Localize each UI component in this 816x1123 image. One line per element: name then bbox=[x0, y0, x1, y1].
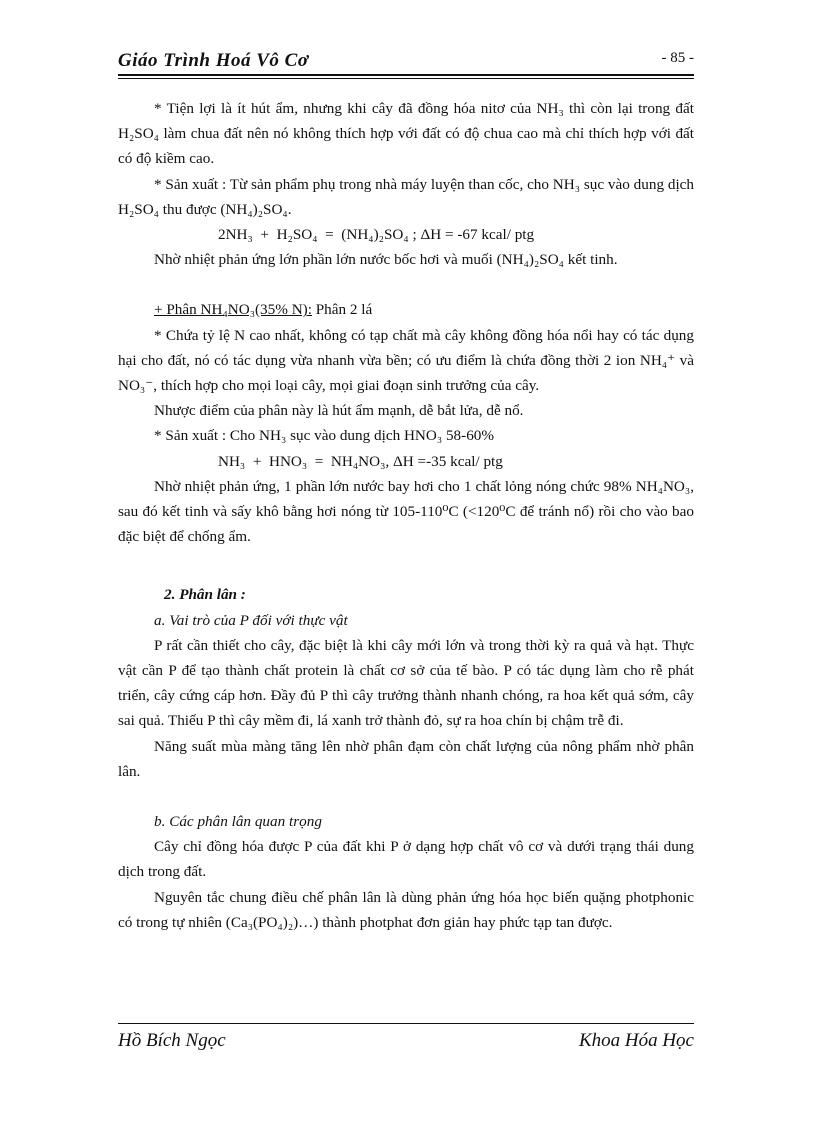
paragraph-crystallize-1: Nhờ nhiệt phản ứng lớn phần lớn nước bốc hơi và muối (NH₄)₂SO₄ kết tinh. bbox=[154, 251, 618, 269]
header-rule bbox=[118, 74, 694, 76]
equation-1: 2NH₃ + H₂SO₄ = (NH₄)₂SO₄ ; ΔH = -67 kcal/ ptg bbox=[218, 226, 535, 244]
footer-rule bbox=[118, 1023, 694, 1024]
heading-nh4no3-rest: Phân 2 lá bbox=[311, 301, 373, 319]
paragraph-yield: Năng suất mùa màng tăng lên nhờ phân đạm còn chất lượng của nông phẩm nhờ phân lân. bbox=[118, 737, 694, 780]
paragraph-principle: Nguyên tắc chung điều chế phân lân là dùng phản ứng hóa học biến quặng photphonic có trong tự nhiên (Ca₃(PO₄)₂)…) thành photphat đơn giản hay phức tạp tan được. bbox=[118, 888, 694, 931]
paragraph-disadvantage: Nhược điểm của phân này là hút ẩm mạnh, dễ bắt lửa, dễ nổ. bbox=[154, 402, 524, 420]
spacer bbox=[118, 549, 694, 574]
equation-2: NH₃ + HNO₃ = NH₄NO₃, ΔH =-35 kcal/ ptg bbox=[218, 452, 503, 470]
paragraph-production-1: * Sản xuất : Từ sản phẩm phụ trong nhà máy luyện than cốc, cho NH₃ sục vào dung dịch H₂SO₄ thu được (NH₄)₂SO₄. bbox=[118, 175, 694, 218]
footer-author: Hồ Bích Ngọc bbox=[118, 1030, 226, 1051]
paragraph-assimilation: Cây chỉ đồng hóa được P của đất khi P ở dạng hợp chất vô cơ và dưới trạng thái dung dịch trong đất. bbox=[118, 838, 694, 881]
header-rule-thin bbox=[118, 78, 694, 79]
section-heading-phosphate: 2. Phân lân : bbox=[164, 586, 246, 604]
paragraph-nh4no3-properties: * Chứa tỷ lệ N cao nhất, không có tạp chất mà cây không đồng hóa nổi hay có tác dụng hại cho đất, nó có tác dụng vừa nhanh vừa bền; có ưu điểm là chứa đồng thời 2 ion NH₄⁺ và NO₃⁻, thích hợp cho mọi loại cây, mọi giai đoạn sinh trưởng của cây. bbox=[118, 326, 694, 395]
page-number: - 85 - bbox=[661, 50, 694, 66]
spacer bbox=[118, 272, 694, 297]
page-body bbox=[118, 96, 694, 935]
subheading-role-of-p: a. Vai trò của P đối với thực vật bbox=[154, 611, 348, 629]
paragraph-crystallize-2: Nhờ nhiệt phản ứng, 1 phần lớn nước bay hơi cho 1 chất lỏng nóng chức 98% NH₄NO₃, sau đó kết tinh và sấy khô bằng hơi nóng từ 105-110⁰C (<120⁰C để tránh nổ) rồi cho vào bao đặc biệt để chống ẩm. bbox=[118, 477, 694, 546]
paragraph-production-2: * Sản xuất : Cho NH₃ sục vào dung dịch HNO₃ 58-60% bbox=[154, 427, 495, 445]
footer-department: Khoa Hóa Học bbox=[578, 1030, 694, 1051]
heading-nh4no3-label: + Phân NH₄NO₃(35% N): bbox=[154, 301, 312, 319]
spacer bbox=[118, 784, 694, 809]
header-title: Giáo Trình Hoá Vô Cơ bbox=[118, 50, 309, 71]
subheading-phosphate-types: b. Các phân lân quan trọng bbox=[154, 813, 322, 831]
paragraph-role-of-p: P rất cần thiết cho cây, đặc biệt là khi cây mới lớn và trong thời kỳ ra quả và hạt. Thực vật cần P để tạo thành chất protein là chất cơ sở của tế bào. P có tác dụng làm cho rễ phát triển, cây cứng cáp hơn. Đầy đủ P thì cây trưởng thành nhanh chóng, ra hoa kết quả sớm, cây sai quả. Thiếu P thì cây mềm đi, lá xanh trở thành đỏ, sự ra hoa chín bị chậm trễ đi. bbox=[118, 636, 694, 730]
spacer bbox=[118, 574, 694, 582]
heading-nh4no3 bbox=[118, 297, 694, 322]
paragraph-advantage: * Tiện lợi là ít hút ẩm, nhưng khi cây đã đồng hóa nitơ của NH₃ thì còn lại trong đất H₂SO₄ làm chua đất nên nó không thích hợp với đất có độ chua cao mà chỉ thích hợp với đất có độ kiềm cao. bbox=[118, 100, 694, 168]
